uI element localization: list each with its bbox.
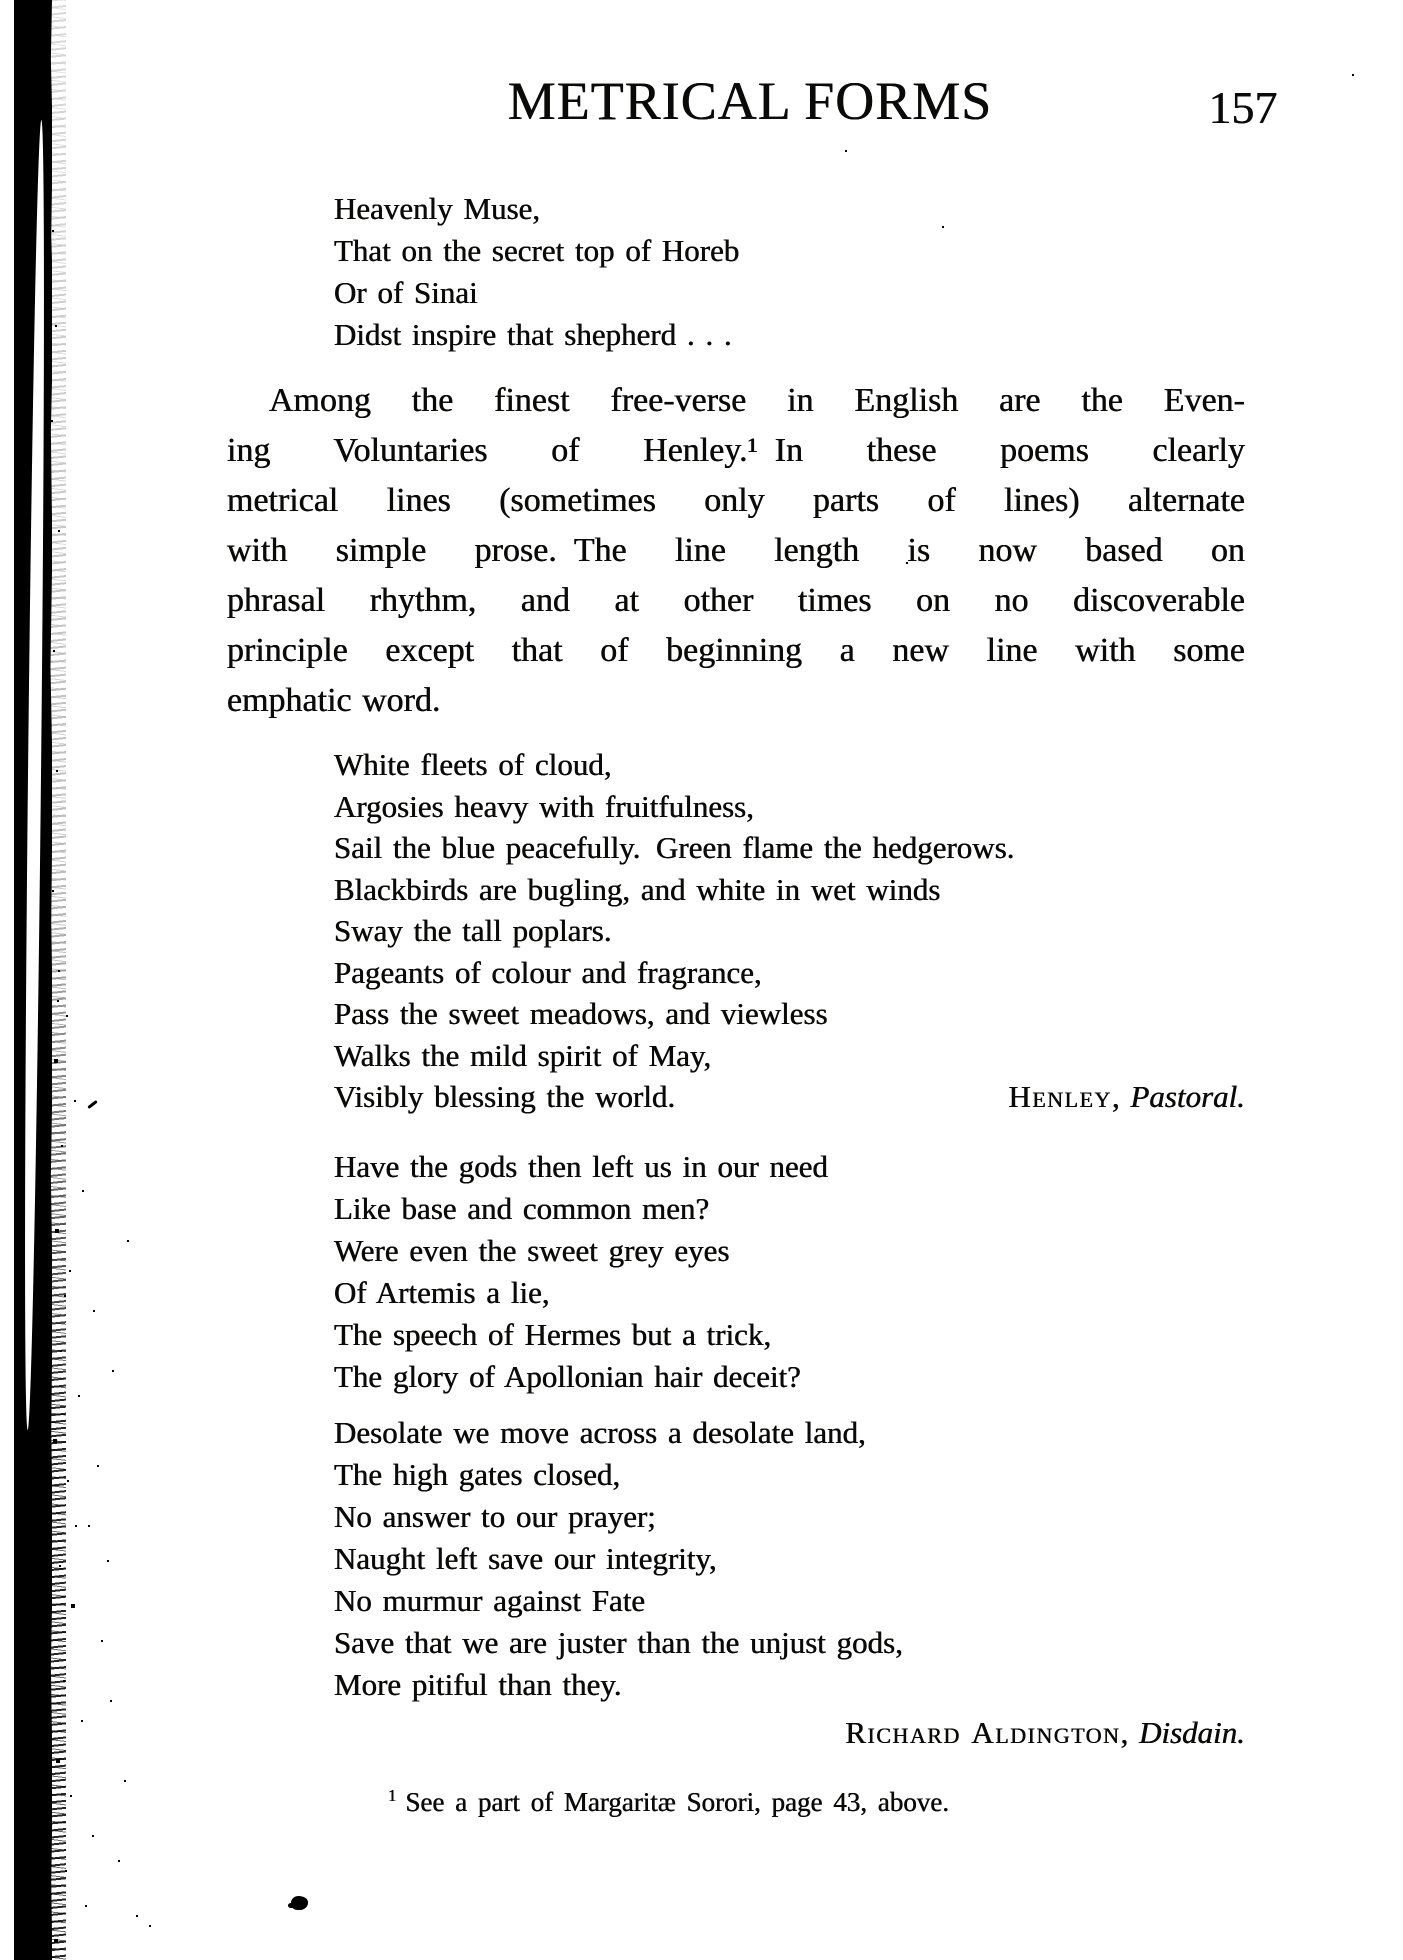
verse-line: Sail the blue peacefully. Green flame the hedgerows. (334, 830, 1015, 865)
footnote (388, 1778, 949, 1820)
verse-line: Desolate we move across a desolate land, (334, 1415, 866, 1450)
paragraph-line: phrasal rhythm, and at other times on no discoverable (227, 582, 1245, 619)
attribution-work-title: Disdain. (1139, 1715, 1245, 1750)
paragraph-line: emphatic word. (227, 682, 441, 719)
footnote-marker: 1 (388, 1786, 397, 1805)
scan-edge-noise (46, 0, 66, 1960)
paragraph-line: Among the finest free-verse in English are the Even- (269, 382, 1245, 419)
attribution-separator: , (1111, 1079, 1131, 1114)
attribution-separator: , (1120, 1715, 1140, 1750)
verse-line: The glory of Apollonian hair deceit? (334, 1359, 801, 1394)
ink-blot (291, 1896, 308, 1910)
verse-line: No answer to our prayer; (334, 1499, 656, 1534)
attribution-author: Richard Aldington (845, 1715, 1121, 1750)
verse-line: Of Artemis a lie, (334, 1275, 550, 1310)
verse-line: White fleets of cloud, (334, 747, 612, 782)
verse-line: Were even the sweet grey eyes (334, 1233, 730, 1268)
verse-line: Pass the sweet meadows, and viewless (334, 996, 828, 1031)
verse-line-with-attribution (334, 1076, 1245, 1118)
verse-line: Pageants of colour and fragrance, (334, 954, 762, 990)
poem-attribution-henley (1008, 1076, 1245, 1118)
verse-line: Didst inspire that shepherd . . . (334, 317, 732, 352)
ink-flecks (0, 0, 2, 2)
verse-line: No murmur against Fate (334, 1583, 646, 1618)
poem-aldington-stanza-1 (334, 1146, 828, 1398)
verse-line: Naught left save our integrity, (334, 1541, 717, 1576)
verse-line: Sway the tall poplars. (334, 913, 612, 948)
paragraph-line: with simple prose. The line length is now based on (227, 532, 1245, 569)
scan-speckles (50, 230, 52, 232)
epigraph-verse (334, 188, 739, 356)
verse-line: Blackbirds are bugling, and white in wet winds (334, 871, 941, 907)
body-paragraph (227, 376, 1245, 726)
running-head-title: METRICAL FORMS (507, 71, 993, 131)
attribution-work-title: Pastoral. (1130, 1079, 1245, 1114)
verse-line: Argosies heavy with fruitfulness, (334, 788, 754, 824)
verse-line: That on the secret top of Horeb (334, 233, 740, 268)
verse-line: Walks the mild spirit of May, (334, 1037, 712, 1073)
verse-line: Heavenly Muse, (334, 191, 541, 226)
paragraph-line: principle except that of beginning a new line with some (227, 632, 1245, 669)
footnote-text: See a part of Margaritæ Sorori, page 43, above. (405, 1787, 950, 1817)
verse-line: Or of Sinai (334, 275, 478, 310)
verse-line: More pitiful than they. (334, 1667, 622, 1702)
scan-speckles (52, 940, 54, 942)
scratch-mark (87, 1100, 98, 1109)
paragraph-line: ing Voluntaries of Henley.¹ In these poems clearly (227, 432, 1245, 469)
poem-aldington-stanza-2 (334, 1412, 903, 1706)
verse-line: Save that we are juster than the unjust gods, (334, 1625, 903, 1660)
page-number: 157 (1208, 82, 1278, 133)
poem-attribution-aldington (227, 1712, 1245, 1754)
attribution-author: Henley (1008, 1079, 1112, 1114)
verse-line: Have the gods then left us in our need (334, 1149, 829, 1184)
verse-line: The speech of Hermes but a trick, (334, 1317, 772, 1352)
paragraph-line: metrical lines (sometimes only parts of lines) alternate (227, 482, 1245, 519)
verse-line: The high gates closed, (334, 1457, 621, 1492)
verse-line: Like base and common men? (334, 1191, 710, 1226)
verse-line: Visibly blessing the world. (334, 1079, 676, 1114)
poem-henley-pastoral (334, 744, 1245, 1118)
